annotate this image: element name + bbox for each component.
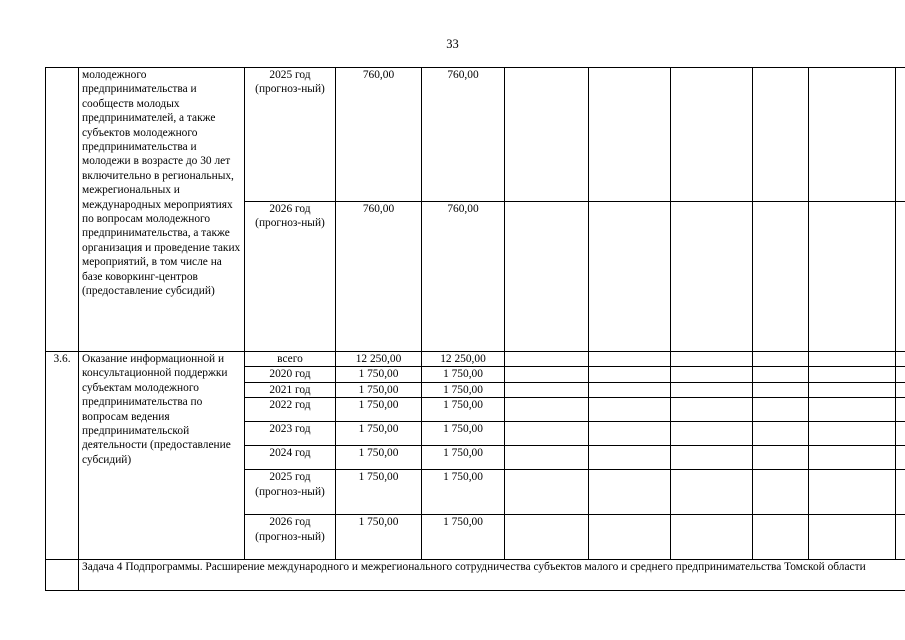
- row-description: молодежного предпринимательства и сообществ молодых предпринимателей, а также субъектов молодежного предпринимательства и молодежи в возрасте до 30 лет включительно в региональных, межрегиональных и международных мероприятиях по вопросам молодежного предпринимательства, а также организация и проведение таких мероприятий, в том числе на базе коворкинг-центров (предоставление субсидий): [79, 68, 245, 352]
- total-cell: 1 750,00: [336, 470, 422, 515]
- row-description: Оказание информационной и консультационной поддержки субъектам молодежного предпринимательства по вопросам ведения предпринимательской деятельности (предоставление субсидий): [79, 352, 245, 560]
- value-cell: 1 750,00: [422, 446, 505, 470]
- value-cell: 1 750,00: [422, 470, 505, 515]
- row-number-cell: [46, 68, 79, 352]
- program-table: [45, 67, 905, 591]
- row-number: 3.6.: [46, 352, 79, 560]
- row-number-cell: [46, 560, 79, 591]
- page-number: 33: [446, 37, 459, 51]
- value-cell: 1 750,00: [422, 398, 505, 422]
- total-cell: 1 750,00: [336, 382, 422, 397]
- year-cell: 2022 год: [245, 398, 336, 422]
- value-cell: 1 750,00: [422, 515, 505, 560]
- table-row: [46, 68, 905, 202]
- total-cell: 1 750,00: [336, 422, 422, 446]
- year-cell: 2021 год: [245, 382, 336, 397]
- total-cell: 760,00: [336, 202, 422, 352]
- value-cell: 760,00: [422, 68, 505, 202]
- table-row: [46, 352, 905, 367]
- task-heading: Задача 4 Подпрограммы. Расширение международного и межрегионального сотрудничества субъектов малого и среднего предпринимательства Томской области: [79, 560, 905, 591]
- value-cell: 12 250,00: [422, 352, 505, 367]
- year-cell: 2020 год: [245, 367, 336, 382]
- year-cell: 2023 год: [245, 422, 336, 446]
- year-cell: 2026 год (прогноз-ный): [245, 515, 336, 560]
- year-cell: всего: [245, 352, 336, 367]
- total-cell: 1 750,00: [336, 515, 422, 560]
- value-cell: 1 750,00: [422, 382, 505, 397]
- total-cell: 760,00: [336, 68, 422, 202]
- total-cell: 1 750,00: [336, 367, 422, 382]
- total-cell: 1 750,00: [336, 446, 422, 470]
- year-cell: 2026 год (прогноз-ный): [245, 202, 336, 352]
- value-cell: 1 750,00: [422, 367, 505, 382]
- value-cell: 760,00: [422, 202, 505, 352]
- total-cell: 12 250,00: [336, 352, 422, 367]
- year-cell: 2024 год: [245, 446, 336, 470]
- year-cell: 2025 год (прогноз-ный): [245, 68, 336, 202]
- table-row: [46, 560, 905, 591]
- total-cell: 1 750,00: [336, 398, 422, 422]
- value-cell: 1 750,00: [422, 422, 505, 446]
- year-cell: 2025 год (прогноз-ный): [245, 470, 336, 515]
